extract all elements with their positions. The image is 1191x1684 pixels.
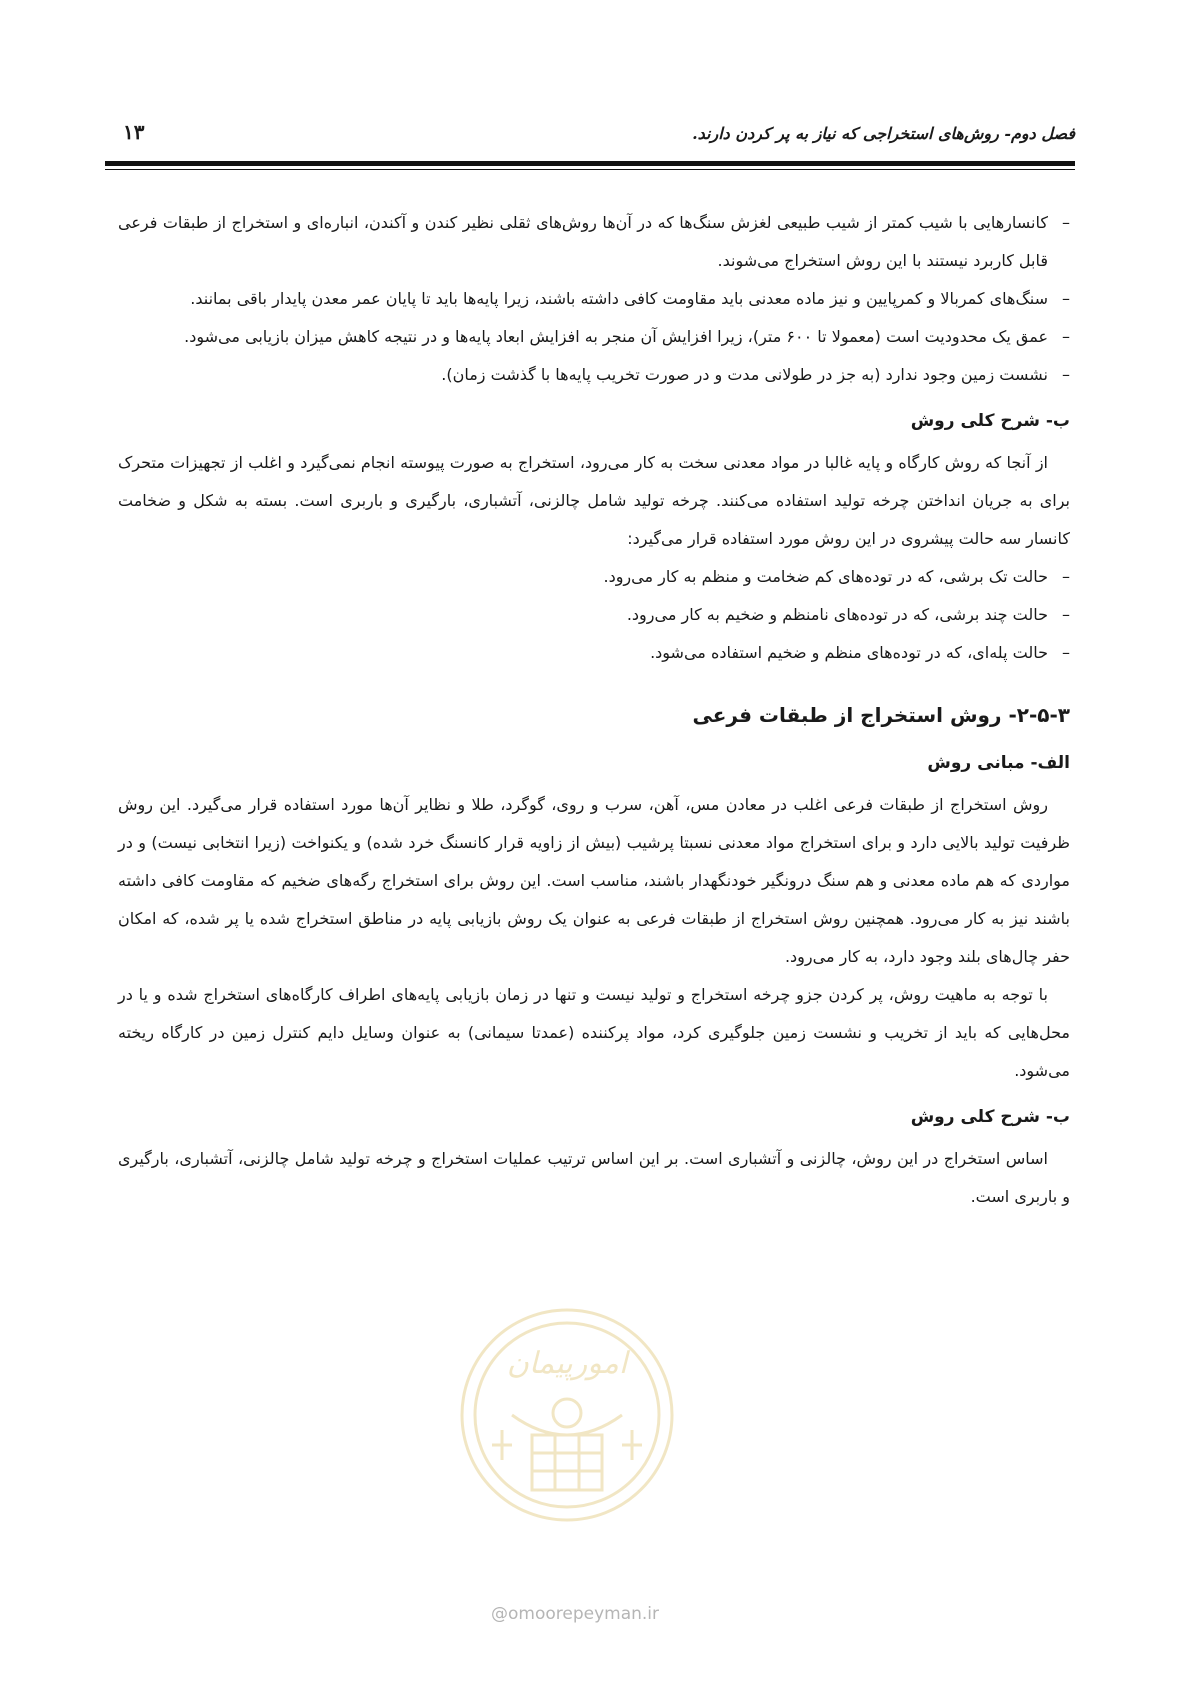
page-header (105, 118, 1075, 158)
list-item: – سنگ‌های کمربالا و کمرپایین و نیز ماده معدنی باید مقاومت کافی داشته باشند، زیرا پایه‌ها باید تا پایان عمر معدن پایدار باقی بمانند. (118, 280, 1048, 318)
watermark-logo-text: امورپیمان (506, 1346, 628, 1381)
dash-marker: – (1062, 643, 1070, 662)
dash-marker: – (1062, 605, 1070, 624)
paragraph: با توجه به ماهیت روش، پر کردن جزو چرخه استخراج و تولید نیست و تنها در زمان بازیابی پایه‌های اطراف کارگاه‌های استخراج شده و یا در محل‌هایی که باید از تخریب و نشست زمین جلوگیری کرد، مواد پرکننده (عمدتا سیمانی) به عنوان وسایل دایم کنترل زمین در کارگاه ریخته می‌شود. (118, 985, 1070, 1080)
header-rule-thick (105, 161, 1075, 166)
list-item: – عمق یک محدودیت است (معمولا تا ۶۰۰ متر)، زیرا افزایش آن منجر به افزایش ابعاد پایه‌ها و در نتیجه کاهش میزان بازیابی می‌شود. (118, 318, 1048, 356)
bullet-list-advance-modes (118, 558, 1070, 672)
watermark-site: @omoorepeyman.ir (490, 1604, 660, 1624)
list-item: – نشست زمین وجود ندارد (به جز در طولانی مدت و در صورت تخریب پایه‌ها با گذشت زمان). (118, 356, 1048, 394)
dash-marker: – (1062, 567, 1070, 586)
watermark-logo (452, 1295, 682, 1535)
section-heading-sublevel-stoping: ۲-۵-۳- روش استخراج از طبقات فرعی (692, 703, 1070, 727)
list-item: – حالت چند برشی، که در توده‌های نامنظم و ضخیم به کار می‌رود. (118, 596, 1048, 634)
dash-marker: – (1062, 213, 1070, 232)
dash-marker: – (1062, 327, 1070, 346)
chapter-title: فصل دوم- روش‌های استخراجی که نیاز به پر کردن دارند. (692, 124, 1075, 143)
list-item: – حالت تک برشی، که در توده‌های کم ضخامت و منظم به کار می‌رود. (118, 558, 1048, 596)
dash-marker: – (1062, 289, 1070, 308)
dash-marker: – (1062, 365, 1070, 384)
paragraph: اساس استخراج در این روش، چالزنی و آتشباری است. بر این اساس ترتیب عملیات استخراج و چرخه تولید شامل چالزنی، آتشباری، بارگیری و باربری است. (118, 1149, 1070, 1206)
page-number: ۱۳ (123, 120, 145, 144)
page-body (118, 204, 1070, 1216)
subsection-heading-principles: الف- مبانی روش (927, 753, 1070, 773)
list-item: – حالت پله‌ای، که در توده‌های منظم و ضخیم استفاده می‌شود. (118, 634, 1048, 672)
section-heading-general-description: ب- شرح کلی روش (910, 411, 1070, 431)
list-item: – کانسارهایی با شیب کمتر از شیب طبیعی لغزش سنگ‌ها که در آن‌ها روش‌های ثقلی نظیر کندن و آکندن، انباره‌ای و استخراج از طبقات فرعی قابل کاربرد نیستند با این روش استخراج می‌شوند. (118, 204, 1048, 280)
header-rule-thin (105, 169, 1075, 170)
paragraph: روش استخراج از طبقات فرعی اغلب در معادن مس، آهن، سرب و روی، گوگرد، طلا و نظایر آن‌ها مورد استفاده قرار می‌گیرد. این روش ظرفیت تولید بالایی دارد و برای استخراج مواد معدنی نسبتا پرشیب (بیش از زاویه قرار کانسنگ خرد شده) و یکنواخت (زیرا انتخابی نیست) و در مواردی که هم ماده معدنی و هم سنگ درونگیر خودنگهدار باشند، مناسب است. این روش برای استخراج رگه‌های ضخیم که مقاومت کافی داشته باشند نیز به کار می‌رود. همچنین روش استخراج از طبقات فرعی به عنوان یک روش بازیابی پایه در مناطق استخراج شده یا پر شده، که امکان حفر چال‌های بلند وجود دارد، به کار می‌رود. (118, 795, 1070, 966)
subsection-heading-general-description: ب- شرح کلی روش (910, 1107, 1070, 1127)
paragraph: از آنجا که روش کارگاه و پایه غالبا در مواد معدنی سخت به کار می‌رود، استخراج به صورت پیوسته انجام نمی‌گیرد و اغلب از تجهیزات متحرک برای به جریان انداختن چرخه تولید استفاده می‌کنند. چرخه تولید شامل چالزنی، آتشباری، بارگیری و باربری است. بسته به شکل و ضخامت کانسار سه حالت پیشروی در این روش مورد استفاده قرار می‌گیرد: (118, 453, 1070, 548)
bullet-list-conditions (118, 204, 1070, 394)
